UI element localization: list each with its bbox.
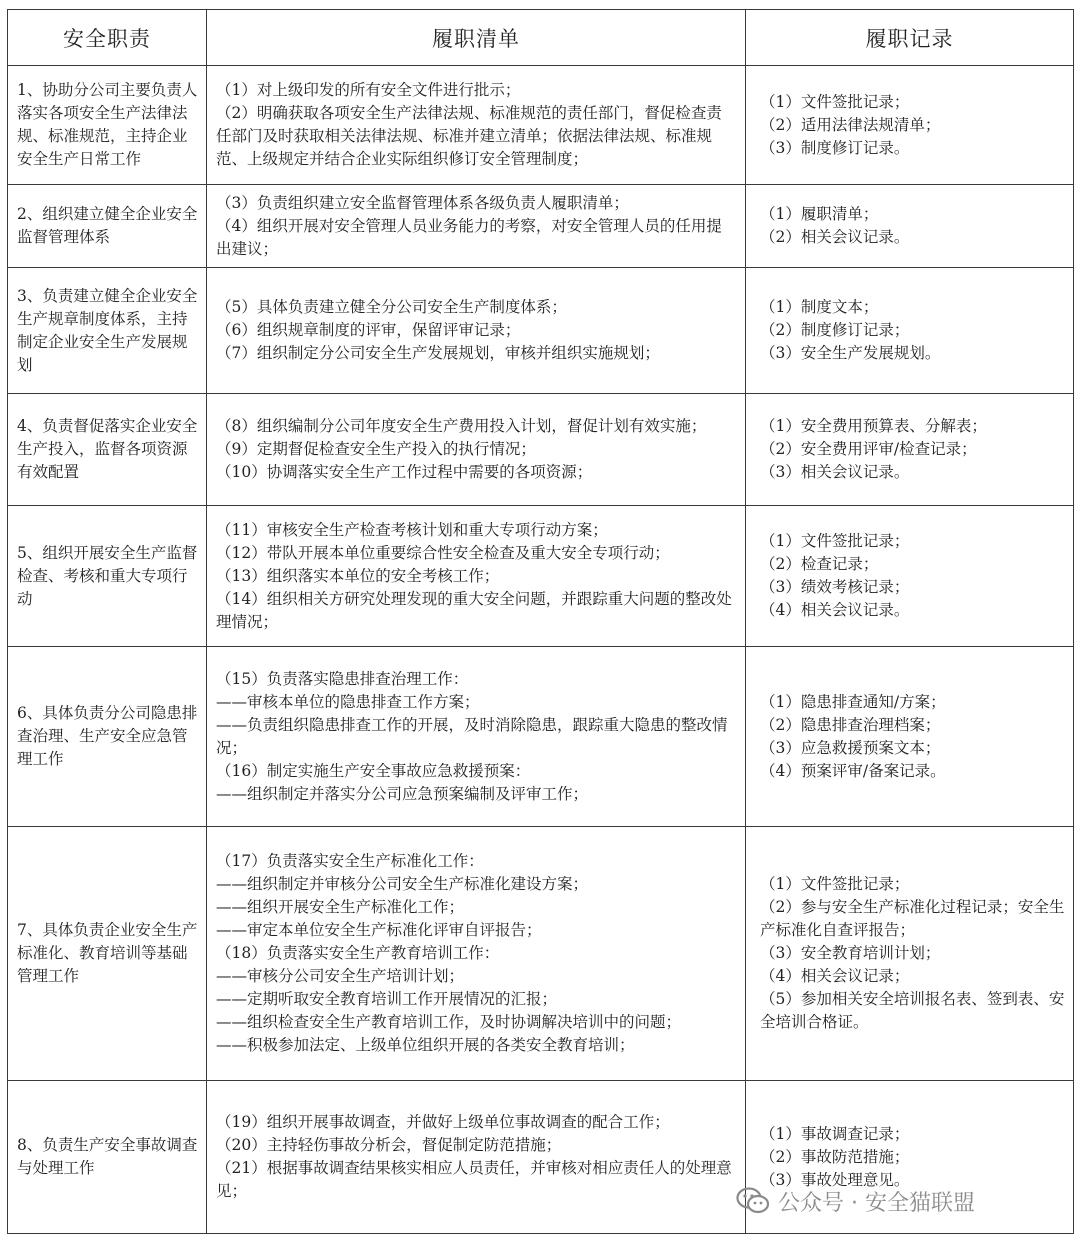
duty-cell: 7、具体负责企业安全生产标准化、教育培训等基础管理工作	[8, 827, 207, 1081]
list-cell	[207, 1081, 746, 1234]
record-item: （1）文件签批记录；	[760, 532, 910, 550]
record-item: （2）适用法律法规清单；	[760, 115, 941, 134]
list-item: （1）对上级印发的所有安全文件进行批示；	[216, 81, 521, 99]
list-item: ——审核本单位的隐患排查工作方案；	[216, 692, 480, 711]
duty-cell: 5、组织开展安全生产监督检查、考核和重大专项行动	[8, 506, 207, 647]
header-records: 履职记录	[746, 10, 1074, 66]
watermark	[736, 1183, 975, 1219]
list-cell	[207, 66, 746, 185]
duty-cell: 8、负责生产安全事故调查与处理工作	[8, 1081, 207, 1234]
list-item: （3）负责组织建立安全监督管理体系各级负责人履职清单；	[216, 193, 629, 212]
record-item: （2）参与安全生产标准化过程记录；安全生产标准化自查评报告；	[760, 898, 1065, 939]
list-item: （5）具体负责建立健全分公司安全生产制度体系；	[216, 298, 567, 316]
list-cell	[207, 185, 746, 268]
table-row	[8, 827, 1074, 1081]
record-item: （3）制度修订记录。	[760, 138, 910, 157]
record-item: （2）隐患排查治理档案；	[760, 715, 941, 734]
list-item: （10）协调落实安全生产工作过程中需要的各项资源；	[216, 463, 593, 481]
list-cell	[207, 827, 746, 1081]
list-item: （20）主持轻伤事故分析会，督促制定防范措施；	[216, 1136, 562, 1154]
record-item: （3）绩效考核记录；	[760, 578, 910, 596]
table-row	[8, 647, 1074, 827]
duty-cell: 3、负责建立健全企业安全生产规章制度体系，主持制定企业安全生产发展规划	[8, 268, 207, 394]
records-cell	[746, 66, 1074, 185]
record-item: （2）相关会议记录。	[760, 228, 910, 246]
list-item: （7）组织制定分公司安全生产发展规划，审核并组织实施规划；	[216, 344, 660, 362]
records-cell	[746, 268, 1074, 394]
record-item: （4）相关会议记录；	[760, 967, 910, 985]
list-item: ——负责组织隐患排查工作的开展，及时消除隐患，跟踪重大隐患的整改情况；	[216, 715, 728, 757]
table-row	[8, 506, 1074, 647]
record-item: （4）预案评审/备案记录。	[760, 761, 946, 780]
table-row	[8, 66, 1074, 185]
list-item: ——组织制定并落实分公司应急预案编制及评审工作；	[216, 784, 589, 803]
list-item: ——组织检查安全生产教育培训工作，及时协调解决培训中的问题；	[216, 1013, 682, 1031]
header-duty: 安全职责	[8, 10, 207, 66]
duty-cell: 6、具体负责分公司隐患排查治理、生产安全应急管理工作	[8, 647, 207, 827]
wechat-icon	[736, 1186, 770, 1216]
list-item: （12）带队开展本单位重要综合性安全检查及重大安全专项行动；	[216, 543, 670, 562]
record-item: （1）制度文本；	[760, 298, 879, 316]
list-cell	[207, 268, 746, 394]
list-item: （14）组织相关方研究处理发现的重大安全问题，并跟踪重大问题的整改处理情况；	[216, 589, 732, 631]
list-item: ——审核分公司安全生产培训计划；	[216, 967, 465, 985]
list-cell	[207, 394, 746, 506]
record-item: （3）相关会议记录。	[760, 463, 910, 481]
records-cell	[746, 647, 1074, 827]
list-cell	[207, 506, 746, 647]
list-item: （17）负责落实安全生产标准化工作：	[216, 852, 484, 870]
list-item: ——组织制定并审核分公司安全生产标准化建设方案；	[216, 875, 589, 893]
list-item: （11）审核安全生产检查考核计划和重大专项行动方案；	[216, 520, 608, 539]
records-cell	[746, 185, 1074, 268]
record-item: （3）安全教育培训计划；	[760, 944, 941, 962]
record-item: （3）事故处理意见。	[760, 1170, 910, 1189]
list-item: （21）根据事故调查结果核实相应人员责任，并审核对相应责任人的处理意见；	[216, 1159, 732, 1200]
header-row	[8, 10, 1074, 66]
list-item: （8）组织编制分公司年度安全生产费用投入计划，督促计划有效实施；	[216, 417, 707, 435]
records-cell	[746, 394, 1074, 506]
duty-table	[7, 9, 1074, 1234]
list-cell	[207, 647, 746, 827]
list-item: ——定期听取安全教育培训工作开展情况的汇报；	[216, 990, 558, 1008]
table-row	[8, 185, 1074, 268]
header-list: 履职清单	[207, 10, 746, 66]
record-item: （2）制度修订记录；	[760, 321, 910, 339]
record-item: （1）事故调查记录；	[760, 1124, 910, 1143]
records-cell	[746, 827, 1074, 1081]
list-item: （6）组织规章制度的评审，保留评审记录；	[216, 321, 521, 339]
record-item: （1）隐患排查通知/方案；	[760, 692, 946, 711]
record-item: （1）文件签批记录；	[760, 875, 910, 893]
record-item: （1）安全费用预算表、分解表；	[760, 417, 987, 435]
record-item: （5）参加相关安全培训报名表、签到表、安全培训合格证。	[760, 990, 1065, 1031]
list-item: （2）明确获取各项安全生产法律法规、标准规范的责任部门，督促检查责任部门及时获取相关法律法规、标准并建立清单；依据法律法规、标准规范、上级规定并结合企业实际组织修订安全管理制度；	[216, 104, 722, 168]
list-item: （15）负责落实隐患排查治理工作：	[216, 669, 469, 688]
list-item: ——审定本单位安全生产标准化评审自评报告；	[216, 921, 542, 939]
record-item: （2）事故防范措施；	[760, 1147, 910, 1166]
record-item: （1）文件签批记录；	[760, 92, 910, 111]
list-item: ——组织开展安全生产标准化工作；	[216, 898, 465, 916]
record-item: （3）安全生产发展规划。	[760, 344, 941, 362]
record-item: （2）检查记录；	[760, 555, 879, 573]
list-item: （16）制定实施生产安全事故应急救援预案：	[216, 761, 531, 780]
list-item: （4）组织开展对安全管理人员业务能力的考察，对安全管理人员的任用提出建议；	[216, 216, 722, 258]
record-item: （1）履职清单；	[760, 205, 879, 223]
record-item: （2）安全费用评审/检查记录；	[760, 440, 977, 458]
list-item: （19）组织开展事故调查，并做好上级单位事故调查的配合工作；	[216, 1113, 670, 1131]
record-item: （4）相关会议记录。	[760, 601, 910, 619]
list-item: （9）定期督促检查安全生产投入的执行情况；	[216, 440, 536, 458]
watermark-text: 公众号 · 安全猫联盟	[778, 1190, 975, 1216]
list-item: （13）组织落实本单位的安全考核工作；	[216, 566, 500, 585]
duty-cell: 4、负责督促落实企业安全生产投入，监督各项资源有效配置	[8, 394, 207, 506]
duty-cell: 2、组织建立健全企业安全监督管理体系	[8, 185, 207, 268]
record-item: （3）应急救援预案文本；	[760, 738, 941, 757]
list-item: ——积极参加法定、上级单位组织开展的各类安全教育培训；	[216, 1036, 635, 1054]
table-row	[8, 394, 1074, 506]
list-item: （18）负责落实安全生产教育培训工作：	[216, 944, 500, 962]
duty-cell: 1、协助分公司主要负责人落实各项安全生产法律法规、标准规范，主持企业安全生产日常工作	[8, 66, 207, 185]
table-row	[8, 268, 1074, 394]
records-cell	[746, 506, 1074, 647]
